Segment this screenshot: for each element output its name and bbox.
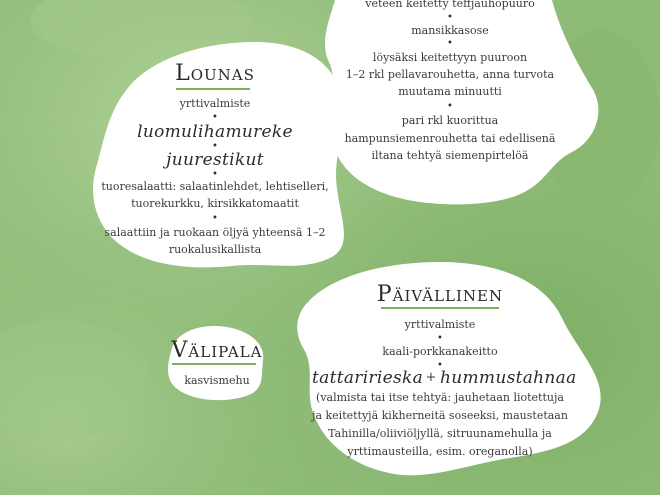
- dinner-item-1: yrttivalmiste: [404, 318, 476, 331]
- breakfast-line-1: veteen keitetty teffjauhopuuro: [365, 0, 535, 10]
- bullet-dot: •: [447, 12, 453, 23]
- dinner-item-2: kaali-porkkanakeitto: [382, 345, 498, 358]
- breakfast-line-8: iltana tehtyä siemenpirtelöä: [371, 149, 529, 162]
- snack-title-underline: [172, 363, 256, 365]
- snack-title: Välipala: [171, 338, 263, 363]
- bullet-dot: •: [212, 213, 218, 224]
- plus-sign: +: [425, 370, 437, 385]
- bullet-dot: •: [447, 101, 453, 112]
- lunch-title-underline: [176, 88, 250, 90]
- dinner-dish-2: hummustahnaa: [440, 368, 577, 388]
- breakfast-line-6: pari rkl kuorittua: [401, 114, 499, 127]
- bullet-dot: •: [437, 360, 443, 371]
- breakfast-line-3: löysäksi keitettyyn puuroon: [372, 51, 528, 64]
- dinner-note-line-3: Tahinilla/oliiviöljyllä, sitruunamehulla ja: [328, 427, 552, 440]
- bullet-dot: •: [447, 38, 453, 49]
- lunch-oil-line-1: salaattiin ja ruokaan öljyä yhteensä 1–2: [104, 226, 326, 239]
- lunch-dish-1: luomulihamureke: [137, 122, 293, 142]
- lunch-oil-line-2: ruokalusikallista: [168, 243, 262, 256]
- bullet-dot: •: [212, 169, 218, 180]
- lunch-title: Lounas: [175, 61, 255, 86]
- lunch-salad-line-1: tuoresalaatti: salaatinlehdet, lehtiselleri,: [101, 180, 329, 193]
- bullet-dot: •: [212, 112, 218, 123]
- bullet-dot: •: [437, 333, 443, 344]
- dinner-note-line-2: ja keitettyjä kikherneitä soseeksi, maustetaan: [312, 409, 568, 422]
- bullet-dot: •: [212, 141, 218, 152]
- breakfast-line-5: muutama minuutti: [398, 85, 502, 98]
- lunch-salad-line-2: tuorekurkku, kirsikkatomaatit: [131, 197, 299, 210]
- snack-item-1: kasvismehu: [184, 374, 250, 387]
- dinner-title: Päivällinen: [376, 282, 504, 307]
- dinner-note-line-1: (valmista tai itse tehtyä: jauhetaan liotettuja: [316, 391, 564, 404]
- breakfast-line-7: hampunsiemenrouhetta tai edellisenä: [344, 132, 556, 145]
- dinner-title-underline: [381, 307, 499, 309]
- dinner-dish-1: tattaririeska: [312, 368, 424, 388]
- breakfast-line-2: mansikkasose: [411, 24, 489, 37]
- breakfast-line-4: 1–2 rkl pellavarouhetta, anna turvota: [345, 68, 555, 81]
- lunch-item-1: yrttivalmiste: [179, 97, 251, 110]
- lunch-dish-2: juurestikut: [166, 150, 264, 170]
- dinner-note-line-4: yrttimausteilla, esim. oreganolla): [347, 445, 533, 458]
